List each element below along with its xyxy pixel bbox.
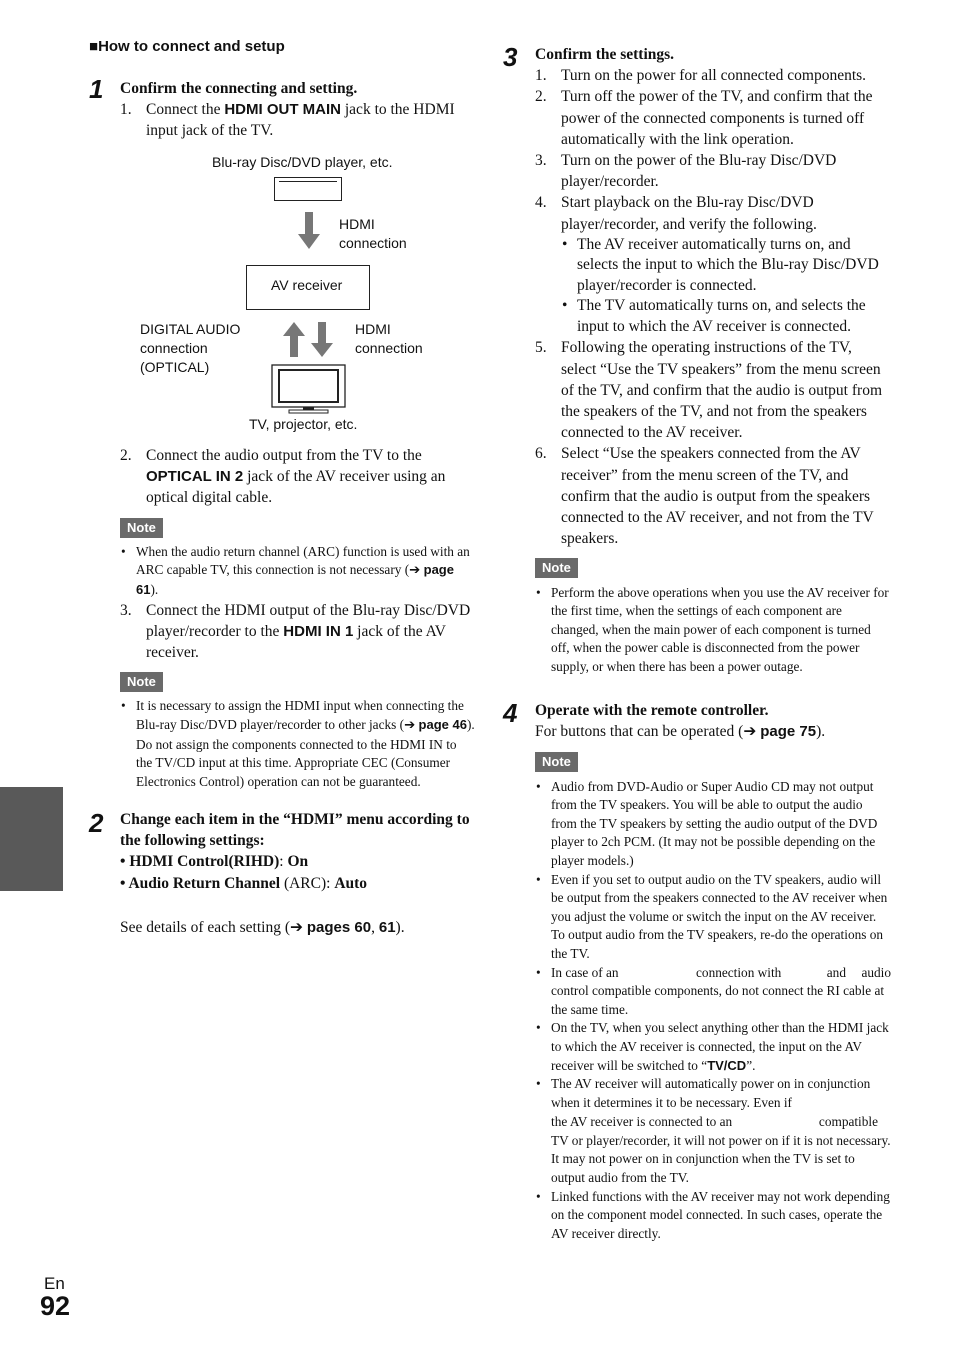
page-reference-link[interactable]: pages 60 — [306, 918, 372, 936]
note-badge: Note — [120, 518, 163, 538]
see-details-text: See details of each setting (➔ pages 60, 61). — [120, 917, 405, 936]
page-reference-link[interactable]: page 75 — [760, 723, 817, 741]
footer-language: En — [44, 1274, 65, 1293]
step-3-number: 3 — [503, 42, 518, 72]
note-block-3 — [535, 557, 891, 676]
step-4 — [535, 700, 891, 1243]
page-reference-link[interactable]: page 61 — [136, 562, 454, 597]
step-4-number: 4 — [503, 698, 518, 728]
step-3-item-4: 4. Start playback on the Blu-ray Disc/DVD player/recorder, and verify the following. • The AV receiver automatically turns on, and selects the input to which the Blu-ray Disc/DVD player/recorder is connected. • The TV automatically turns on, and selects the input to which the AV receiver is connected. — [535, 192, 891, 337]
note-1-item: • When the audio return channel (ARC) function is used with an ARC capable TV, this connection is not necessary (➔ page 61). — [120, 543, 476, 600]
arrow-icon: ➔ — [743, 722, 757, 741]
item-number: 1. — [120, 101, 132, 119]
step-1-number: 1 — [89, 74, 104, 104]
section-title: How to connect and setup — [98, 38, 285, 55]
step-2-number: 2 — [89, 808, 104, 838]
up-arrow-optical — [283, 322, 305, 357]
note-block-4 — [535, 751, 891, 1243]
step-2-title: Change each item in the “HDMI” menu according to the following settings: — [120, 811, 470, 850]
arrow-icon: ➔ — [409, 563, 421, 579]
player-device — [274, 177, 342, 201]
setting-hdmi-control: • HDMI Control(RIHD): On — [120, 853, 309, 871]
step-4-title: Operate with the remote controller. — [535, 702, 769, 719]
page-reference-link[interactable]: 61 — [378, 918, 396, 936]
step-1-item-3: 3. Connect the HDMI output of the Blu-ray Disc/DVD player/recorder to the HDMI IN 1 jack of the AV receiver. — [120, 601, 471, 661]
setting-value-auto: Auto — [334, 874, 368, 892]
down-arrow-hdmi-top — [298, 212, 320, 249]
note-block-1 — [120, 517, 476, 600]
tv-icon — [271, 364, 346, 414]
step-3-item-5: 5. Following the operating instructions of the TV, select “Use the TV speakers” from the menu screen of the TV, and confirm that the audio is output from the speakers of the TV, and not from the speakers connected to the AV receiver. — [535, 339, 882, 442]
step-4-text: For buttons that can be operated (➔ page 75). — [535, 722, 826, 741]
note-4-item-6: • Linked functions with the AV receiver may not work depending on the component model connected. In such cases, operate the AV receiver directly. — [535, 1188, 891, 1244]
note-badge: Note — [120, 672, 163, 692]
left-column-lower — [120, 445, 476, 791]
arrow-icon: ➔ — [404, 718, 416, 733]
note-4-item-1: • Audio from DVD-Audio or Super Audio CD may not output from the TV speakers. You will be able to output the audio from the TV speakers by setting the audio output of the DVD player to 2ch PCM. (It may not be possible depending on the player models.) — [535, 778, 891, 871]
note-4-item-4: • On the TV, when you select anything other than the HDMI jack to which the AV receiver is connected, the input on the AV receiver will be switched to “TV/CD”. — [535, 1019, 891, 1075]
player-label: Blu-ray Disc/DVD player, etc. — [212, 154, 393, 170]
step-3-item-3: 3. Turn on the power of the Blu-ray Disc/DVD player/recorder. — [535, 152, 837, 191]
arrow-icon: ➔ — [290, 917, 304, 936]
setting-audio-return-channel: • Audio Return Channel (ARC): Auto — [120, 874, 368, 892]
digital-audio-label: DIGITAL AUDIO connection (OPTICAL) — [140, 321, 241, 375]
down-arrow-hdmi-bottom — [311, 322, 333, 357]
side-section-tab — [0, 787, 63, 891]
note-4-item-3: • In case of an connection with and audio control compatible components, do not connect the RI cable at the same time. — [535, 964, 891, 1020]
step-3-item-2: 2. Turn off the power of the TV, and confirm that the power of the connected components is turned off automatically with the link operation. — [535, 88, 873, 148]
right-column — [535, 44, 891, 677]
step-3-item-6: 6. Select “Use the speakers connected from the AV receiver” from the menu screen of the TV, and confirm that the audio is output from the speakers connected to the AV receiver, and not from the TV speakers. — [535, 445, 874, 548]
note-badge: Note — [535, 558, 578, 578]
tv-label: TV, projector, etc. — [249, 416, 358, 432]
hdmi-top-label: HDMI connection — [339, 216, 407, 251]
note-2-item: • It is necessary to assign the HDMI input when connecting the Blu-ray Disc/DVD player/recorder to other jacks (➔ page 46). Do not assign the components connected to the HDMI IN to the TV/CD input at this time. Appropriate CEC (Consumer Electronics Control) operation can not be guaranteed. — [120, 697, 476, 791]
page-reference-link[interactable]: page 46 — [418, 717, 467, 732]
note-3-item: • Perform the above operations when you use the AV receiver for the first time, when the settings of each component are changed, when the main power of each component is turned off, when the power cable is disconnected from the power supply, or when there has been a power outage. — [535, 584, 891, 677]
av-receiver-label: AV receiver — [271, 277, 343, 293]
hdmi-in-1-label: HDMI IN 1 — [283, 622, 354, 640]
note-block-2 — [120, 671, 476, 791]
step-3-item-1: 1. Turn on the power for all connected components. — [535, 67, 867, 85]
setting-value-on: On — [287, 853, 309, 871]
step-1-item-2: 2. Connect the audio output from the TV to the OPTICAL IN 2 jack of the AV receiver using an optical digital cable. — [120, 447, 446, 507]
hdmi-out-main-label: HDMI OUT MAIN — [224, 101, 341, 119]
left-column — [120, 78, 476, 142]
optical-in-2-label: OPTICAL IN 2 — [146, 468, 244, 486]
tv-cd-label: TV/CD — [707, 1057, 747, 1073]
step-1-item-1: 1. Connect the HDMI OUT MAIN jack to the HDMI input jack of the TV. — [120, 101, 455, 140]
section-marker: ■ — [89, 38, 99, 55]
list-item: • The AV receiver automatically turns on, and selects the input to which the Blu-ray Disc/DVD player/recorder is connected. — [561, 235, 891, 297]
hdmi-bottom-label: HDMI connection — [355, 321, 423, 356]
step-1-title: Confirm the connecting and setting. — [120, 80, 358, 97]
note-4-item-2: • Even if you set to output audio on the TV speakers, audio will be output from the speakers connected to the AV receiver when you adjust the volume or switch the input on the AV receiver. To output audio from the TV speakers, re-do the operations on the TV. — [535, 871, 891, 964]
step-2 — [120, 809, 476, 938]
note-4-item-5: • The AV receiver will automatically power on in conjunction when it determines it to be necessary. Even if the AV receiver is connected to an compatible TV or player/recorder, it will not power on if it is not necessary. It may not power on in conjunction when the TV is set to output audio from the TV. — [535, 1075, 891, 1188]
list-item: • The TV automatically turns on, and selects the input to which the AV receiver is connected. — [561, 296, 891, 337]
note-badge: Note — [535, 752, 578, 772]
section-heading — [89, 38, 285, 55]
step-3-title: Confirm the settings. — [535, 46, 675, 63]
page-number: 92 — [40, 1291, 71, 1321]
